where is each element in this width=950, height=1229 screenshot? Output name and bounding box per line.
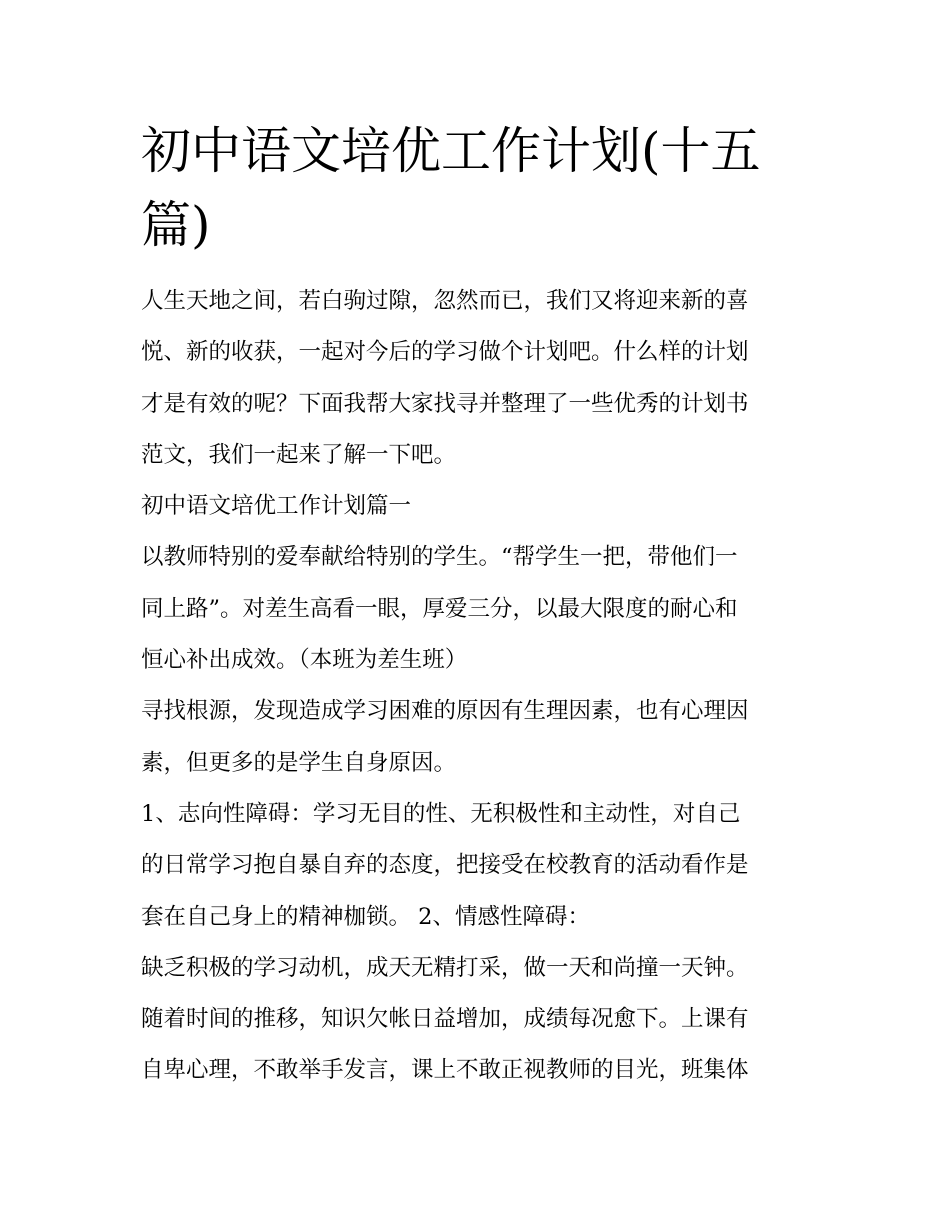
text-line: 缺乏积极的学习动机，成天无精打采，做一天和尚撞一天钟。 [141, 954, 749, 981]
document-body [141, 276, 821, 1097]
section-heading: 初中语文培优工作计划篇一 [141, 493, 412, 520]
text-line: 悦、新的收获，一起对今后的学习做个计划吧。什么样的计划 [141, 339, 749, 366]
text-line: 自卑心理，不敢举手发言，课上不敢正视教师的目光，班集体 [141, 1057, 749, 1084]
title-line-2: 篇) [141, 196, 211, 254]
text-line: 套在自己身上的精神枷锁。 2、情感性障碍： [141, 903, 590, 930]
text-line: 随着时间的推移，知识欠帐日益增加，成绩每况愈下。上课有 [141, 1006, 749, 1033]
text-line: 恒心补出成效。（本班为差生班） [141, 647, 468, 674]
text-line: 素，但更多的是学生自身原因。 [141, 749, 457, 776]
text-line: 的日常学习抱自暴自弃的态度，把接受在校教育的活动看作是 [141, 852, 749, 879]
title-line-1: 初中语文培优工作计划(十五 [141, 122, 761, 180]
text-line: 范文，我们一起来了解一下吧。 [141, 441, 457, 468]
text-line: 同上路”。对差生高看一眼，厚爱三分，以最大限度的耐心和 [141, 595, 738, 622]
text-line: 人生天地之间，若白驹过隙，忽然而已，我们又将迎来新的喜 [141, 288, 749, 314]
text-line: 以教师特别的爱奉献给特别的学生。“帮学生一把，带他们一 [141, 544, 738, 571]
text-line: 1、志向性障碍：学习无目的性、无积极性和主动性，对自己 [141, 800, 741, 827]
text-line: 才是有效的呢？下面我帮大家找寻并整理了一些优秀的计划书 [141, 390, 749, 417]
text-line: 寻找根源，发现造成学习困难的原因有生理因素，也有心理因 [141, 698, 749, 725]
document-title [141, 114, 821, 262]
